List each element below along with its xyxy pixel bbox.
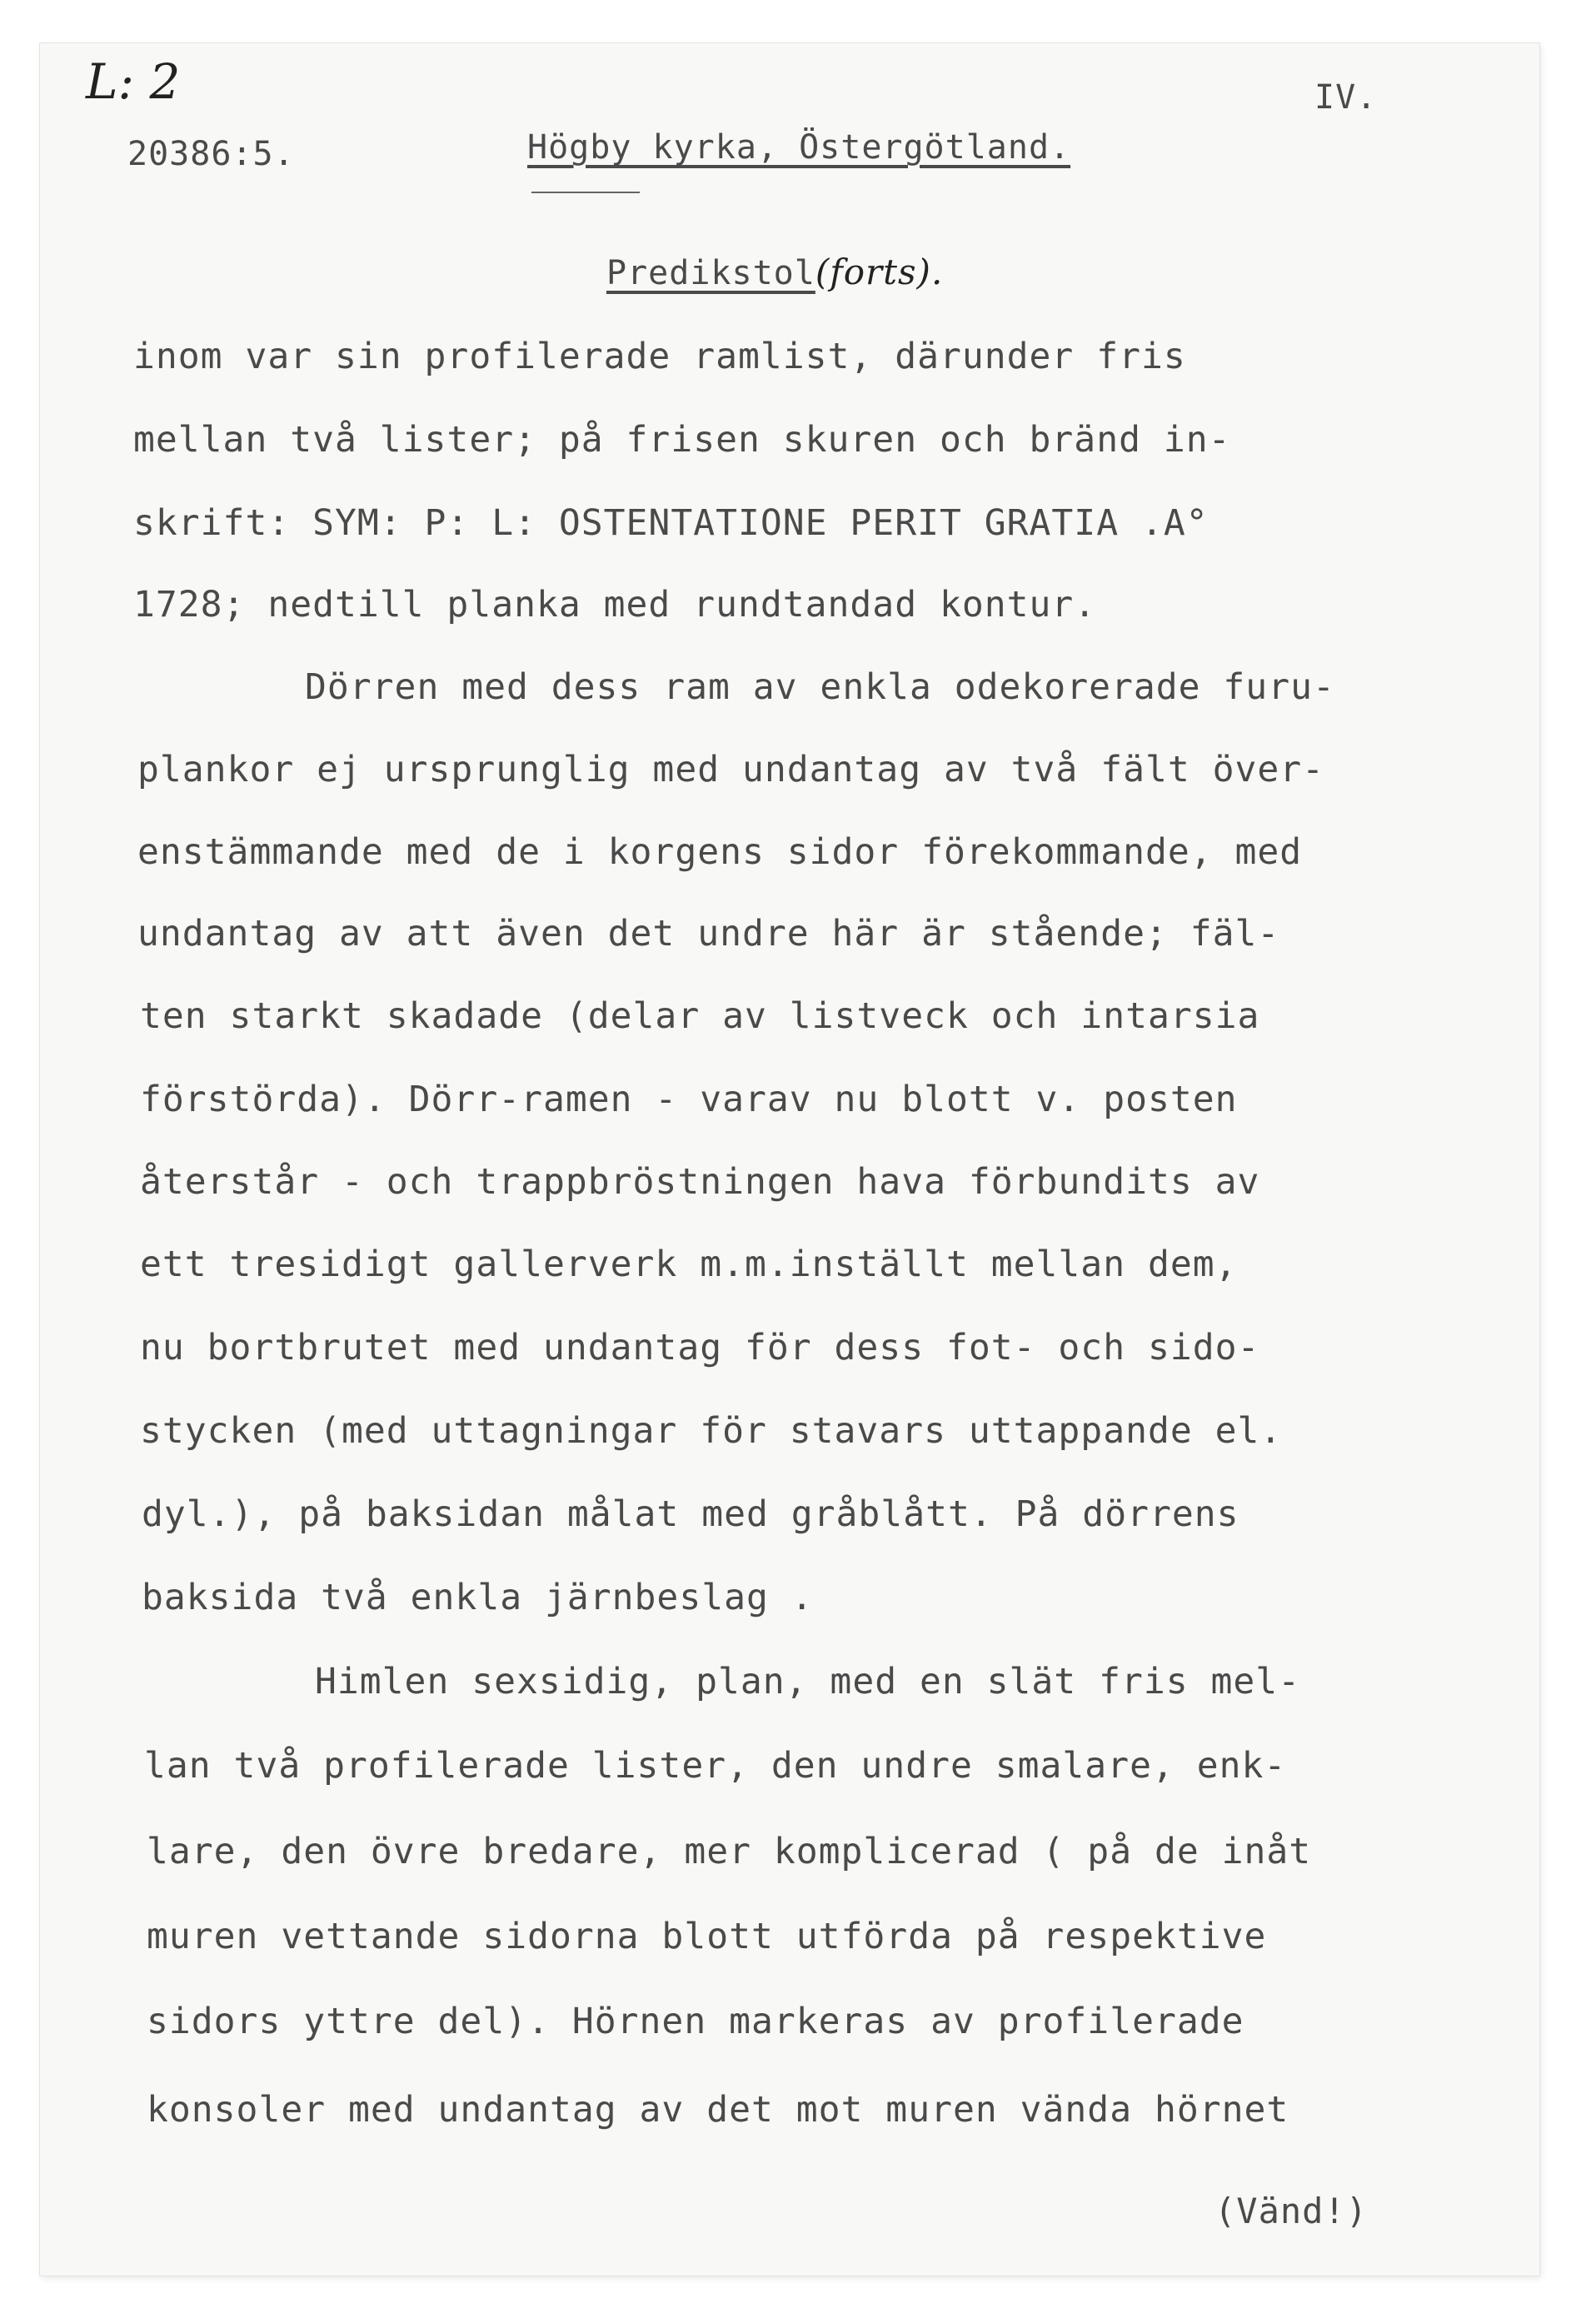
text-line: dyl.), på baksidan målat med gråblått. På dörrens — [142, 1493, 1239, 1535]
text-line: Himlen sexsidig, plan, med en slät fris mel- — [315, 1661, 1301, 1702]
text-line: enstämmande med de i korgens sidor förekommande, med — [137, 831, 1303, 873]
text-line: förstörda). Dörr-ramen - varav nu blott v. posten — [140, 1079, 1238, 1120]
text-line: skrift: SYM: P: L: OSTENTATIONE PERIT GRATIA .A° — [133, 502, 1209, 544]
text-line: lan två profilerade lister, den undre smalare, enk- — [144, 1745, 1287, 1787]
text-line: inom var sin profilerade ramlist, därunder fris — [133, 336, 1186, 377]
document-sheet — [40, 43, 1539, 2276]
text-line: konsoler med undantag av det mot muren vända hörnet — [147, 2089, 1289, 2131]
title-underline — [531, 192, 640, 193]
archive-number: 20386:5. — [127, 135, 295, 173]
text-line: 1728; nedtill planka med rundtandad kontur. — [133, 584, 1097, 626]
text-line: sidors yttre del). Hörnen markeras av profilerade — [147, 2001, 1244, 2042]
section-heading-text: Predikstol — [606, 254, 815, 292]
text-line: ten starkt skadade (delar av listveck och intarsia — [140, 995, 1260, 1037]
text-line: nu bortbrutet med undantag för dess fot- och sido- — [140, 1327, 1260, 1368]
turn-page-note: (Vänd!) — [1214, 2191, 1369, 2231]
text-line: lare, den övre bredare, mer komplicerad ( på de inåt — [147, 1831, 1312, 1872]
text-line: undantag av att även det undre här är stående; fäl- — [137, 913, 1280, 955]
section-heading-annotation: (forts). — [815, 252, 944, 292]
text-line: baksida två enkla järnbeslag . — [142, 1577, 814, 1618]
page-title: Högby kyrka, Östergötland. — [527, 128, 1071, 167]
text-line: plankor ej ursprunglig med undantag av två fält över- — [137, 749, 1325, 790]
page-number: IV. — [1314, 78, 1378, 117]
text-line: stycken (med uttagningar för stavars uttappande el. — [140, 1410, 1283, 1452]
handwritten-reference: L: 2 — [86, 53, 181, 110]
text-line: Dörren med dess ram av enkla odekorerade furu- — [305, 666, 1335, 708]
text-line: muren vettande sidorna blott utförda på respektive — [147, 1916, 1267, 1957]
text-line: återstår - och trappbröstningen hava förbundits av — [140, 1161, 1260, 1203]
section-heading — [606, 252, 943, 292]
text-line: ett tresidigt gallerverk m.m.inställt mellan dem, — [140, 1244, 1238, 1285]
text-line: mellan två lister; på frisen skuren och bränd in- — [133, 419, 1231, 461]
